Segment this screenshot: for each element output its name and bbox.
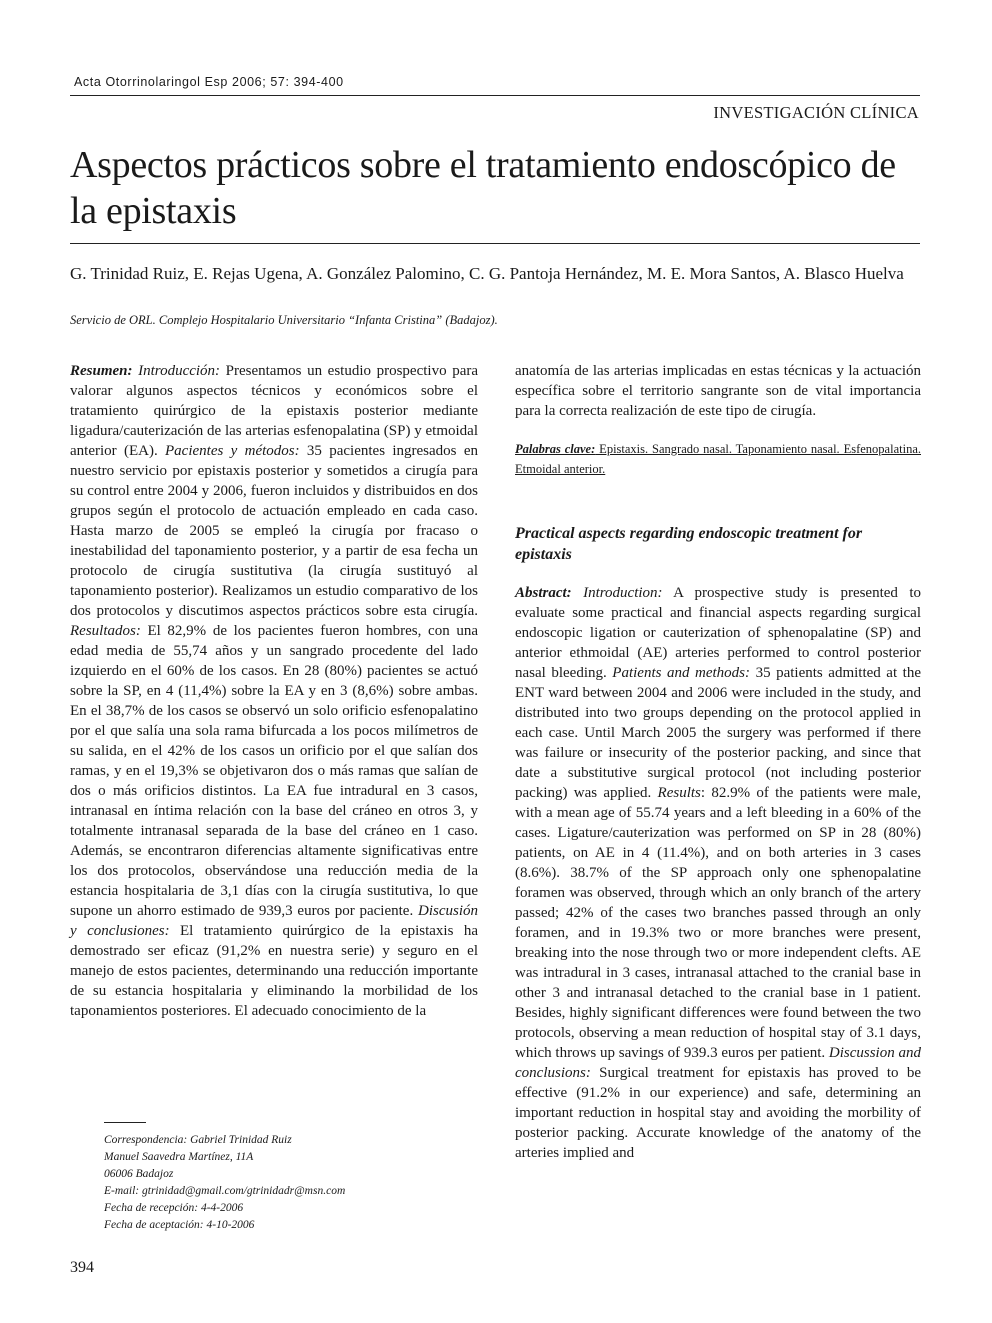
left-column [70, 361, 478, 1021]
results-label: Resultados: [70, 623, 141, 639]
affiliation: Servicio de ORL. Complejo Hospitalario Universitario “Infanta Cristina” (Badajoz). [70, 313, 498, 327]
discussion-label: Discusión y conclusiones: [70, 903, 478, 939]
en-results-label: Results [657, 785, 701, 801]
footnote-divider [104, 1122, 146, 1123]
en-methods-label: Patients and methods: [612, 665, 751, 681]
keywords-label: Palabras clave: [515, 442, 596, 456]
en-intro-text: A prospective study is presented to evaluate some practical and financial aspects regarding surgical endoscopic ligation or cauterization of sphenopalatine (SP) and anterior ethmoidal (AE) arteries performed to control posterior nasal bleeding. [515, 585, 922, 681]
en-discussion-label: Discussion and conclusions: [515, 1045, 921, 1081]
en-results-text: : 82.9% of the patients were male, with a mean age of 55.74 years and a left bleeding in a 60% of the cases. Ligature/cauterization was performed on SP in 28 (80%) patients, on AE in 4 (11.4%), and on both arteries in 3 cases (8.6%). 38.7% of the SP approach only one sphenopalatine foramen was observed, through which an only branch of the artery passed; 42% of the cases two branches passed through an only foramen, and in 19.3% two or more branches were present, breaking into the nose through two or more independent clefts. AE was intradural in 3 cases, intranasal attached to the cranial base in other 3 and intranasal detached to the cranial base in 1 patient. Besides, highly significant differences were found between the two protocols, observing a mean reduction of hospital stay of 3.1 days, which throws up savings of 939.3 euros per patient. [515, 785, 921, 1061]
en-intro-label: Introduction: [583, 585, 663, 601]
abstract-paragraph [515, 583, 921, 1163]
en-discussion-text: Surgical treatment for epistaxis has proved to be effective (91.2% in our experience) and safe, determining an important reduction in hospital stay and avoiding the morbility of posterior packing. Accurate knowledge of the anatomy of the arteries implied and [515, 1065, 921, 1161]
methods-text: 35 pacientes ingresados en nuestro servicio por epistaxis posterior y sometidos a cirugía para su control entre 2004 y 2006, fueron incluidos y distribuidos en dos grupos según el protocolo de actuación empleado en cada caso. Hasta marzo de 2005 se empleó la cirugía por fracaso o inestabilidad del taponamiento posterior, y a partir de esa fecha un protocolo de cirugía sustitutiva (la cirugía sustituyó al taponamiento posterior). Realizamos un estudio comparativo de los dos protocolos y discutimos aspectos prácticos sobre esta cirugía. [70, 443, 478, 619]
right-column [515, 361, 921, 1163]
authors: G. Trinidad Ruiz, E. Rejas Ugena, A. González Palomino, C. G. Pantoja Hernández, M. E. Mora Santos, A. Blasco Huelva [70, 264, 904, 283]
keywords-text: Epistaxis. Sangrado nasal. Taponamiento nasal. Esfenopalatina. Etmoidal anterior. [515, 442, 921, 476]
methods-label: Pacientes y métodos: [165, 443, 300, 459]
keywords [515, 439, 921, 479]
article-title: Aspectos prácticos sobre el tratamiento endoscópico de la epistaxis [70, 144, 896, 232]
journal-citation: Acta Otorrinolaringol Esp 2006; 57: 394-400 [74, 75, 344, 89]
abstract-label: Abstract: [515, 585, 572, 601]
resumen-continuation: anatomía de las arterias implicadas en estas técnicas y la actuación específica sobre el territorio sangrante son de vital importancia para la correcta realización de este tipo de cirugía. [515, 363, 921, 419]
correspondence-email: E-mail: gtrinidad@gmail.com/gtrinidadr@msn.com [104, 1185, 346, 1197]
intro-text: Presentamos un estudio prospectivo para valorar algunos aspectos técnicos y económicos sobre el tratamiento quirúrgico de la epistaxis posterior mediante ligadura/cauterización de las arterias esfenopalatina (SP) y etmoidal anterior (EA). [70, 363, 478, 459]
results-text: El 82,9% de los pacientes fueron hombres, con una edad media de 55,74 años y un sangrado procedente del lado izquierdo en el 60% de los casos. En 28 (80%) pacientes se actuó sobre la SP, en 4 (11,4%) sobre la EA y en 3 (8,6%) sobre ambas. En el 38,7% de los casos se observó un solo orificio esfenopalatino por el que salía una sola rama bifurcada a los pocos milímetros de su salida, en el 42% de los casos un orificio por el que salían dos ramas, y en el 19,3% se objetivaron dos o más ramas que salían de dos o más orificios distintos. La EA fue intradural en 3 casos, intranasal en íntima relación con la base del cráneo en otros 3, y totalmente intranasal separada de la base del cráneo en 1 caso. Además, se encontraron diferencias altamente significativas entre los dos protocolos, observándose una reducción media de la estancia hospitalaria de 3,1 días con la cirugía sustitutiva, lo que supone un ahorro estimado de 939,3 euros por paciente. [70, 623, 478, 919]
english-title: Practical aspects regarding endoscopic treatment for epistaxis [515, 525, 863, 563]
intro-label: Introducción: [138, 363, 221, 379]
en-methods-text: 35 patients admitted at the ENT ward between 2004 and 2006 were included in the study, and distributed into two groups depending on the protocol applied in each case. Until March 2005 the surgery was performed if there was failure or insecurity of the posterior packing, and since that date a substitutive surgical protocol (not including posterior packing) was applied. [515, 665, 921, 801]
correspondence-name: Correspondencia: Gabriel Trinidad Ruiz [104, 1134, 292, 1146]
page-number: 394 [70, 1259, 94, 1276]
accepted-date: Fecha de aceptación: 4-10-2006 [104, 1219, 255, 1231]
correspondence-street: Manuel Saavedra Martínez, 11A [104, 1151, 254, 1163]
resumen-label: Resumen: [70, 363, 133, 379]
correspondence-city: 06006 Badajoz [104, 1168, 174, 1180]
title-divider [70, 243, 920, 244]
section-label: INVESTIGACIÓN CLÍNICA [713, 103, 919, 122]
discussion-text: El tratamiento quirúrgico de la epistaxis ha demostrado ser eficaz (91,2% en nuestra serie) y seguro en el manejo de estos pacientes, determinando una reducción importante de su estancia hospitalaria y eliminando la morbilidad de los taponamientos posteriores. El adecuado conocimiento de la [70, 923, 478, 1019]
header-divider [70, 95, 920, 96]
correspondence-block [104, 1132, 345, 1234]
received-date: Fecha de recepción: 4-4-2006 [104, 1202, 244, 1214]
resumen-paragraph [70, 361, 478, 1021]
